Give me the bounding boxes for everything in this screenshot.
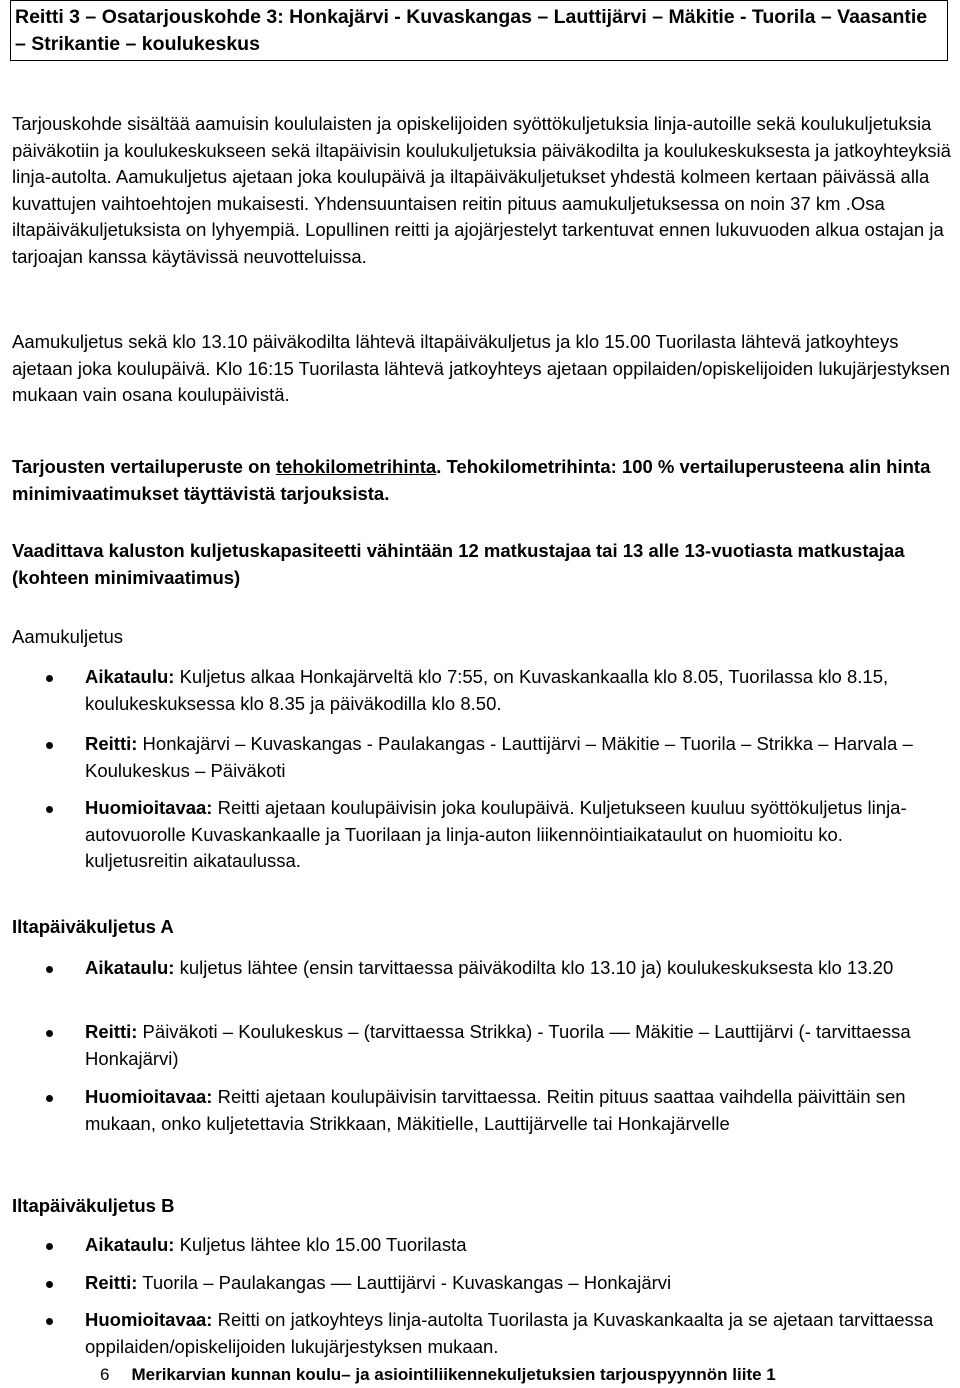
item-body: Reitti ajetaan koulupäivisin tarvittaessa. Reitin pituus saattaa vaihdella päivittäin sen mukaan, onko kuljetettavia Strikkaan, Mäkitielle, Lauttijärvelle tai Honkajärvelle [85, 1086, 906, 1134]
item-body: Päiväkoti – Koulukeskus – (tarvittaessa Strikka) - Tuorila –– Mäkitie – Lauttijärvi (- tarvittaessa Honkajärvi) [85, 1021, 911, 1069]
bullet-icon [46, 966, 53, 973]
list-item-text [85, 1084, 945, 1137]
item-body: Tuorila – Paulakangas –– Lauttijärvi - Kuvaskangas – Honkajärvi [137, 1272, 672, 1293]
bullet-icon [46, 1030, 53, 1037]
bullet-icon [46, 1243, 53, 1250]
item-body: kuljetus lähtee (ensin tarvittaessa päiväkodilta klo 13.10 ja) koulukeskuksesta klo 13.20 [174, 957, 894, 978]
list-item-text [85, 955, 945, 982]
item-label: Reitti: [85, 1272, 138, 1293]
bullet-icon [46, 1095, 53, 1102]
item-label: Aikataulu: [85, 957, 175, 978]
footer-text: Merikarvian kunnan koulu– ja asiointiliikennekuljetuksien tarjouspyynnön liite 1 [131, 1365, 776, 1384]
section-heading-aamukuljetus: Aamukuljetus [12, 626, 124, 647]
criteria-paragraph [12, 454, 952, 507]
bullet-icon [46, 675, 53, 682]
bullet-icon [46, 742, 53, 749]
item-label: Huomioitavaa: [85, 1086, 213, 1107]
list-item-text [85, 795, 945, 875]
item-label: Reitti: [85, 733, 138, 754]
item-body: Reitti on jatkoyhteys linja-autolta Tuorilasta ja Kuvaskankaalta ja se ajetaan tarvittaessa oppilaiden/opiskelijoiden lukujärjestyksen mukaan. [85, 1309, 934, 1357]
item-label: Huomioitavaa: [85, 1309, 213, 1330]
item-label: Aikataulu: [85, 666, 175, 687]
criteria-link: tehokilometrihinta [275, 456, 437, 477]
item-body: Kuljetus lähtee klo 15.00 Tuorilasta [174, 1234, 467, 1255]
section-heading-iltapaivakuljetus-b: Iltapäiväkuljetus B [12, 1195, 175, 1216]
list-item-text [85, 1270, 945, 1297]
header-box [10, 0, 948, 61]
list-item-text [85, 731, 945, 784]
item-label: Reitti: [85, 1021, 138, 1042]
page-footer [100, 1364, 960, 1386]
list-item-text [85, 1232, 945, 1259]
item-body: Honkajärvi – Kuvaskangas - Paulakangas - Lauttijärvi – Mäkitie – Tuorila – Strikka – Harvala – Koulukeskus – Päiväkoti [85, 733, 913, 781]
bullet-icon [46, 806, 53, 813]
list-item-text [85, 1307, 945, 1360]
criteria-part2: . Tehokilometrihinta: 100 % vertailuperusteena alin hinta minimivaatimukset täyttävistä tarjouksista. [12, 456, 931, 504]
bullet-icon [46, 1318, 53, 1325]
list-item-text [85, 664, 945, 717]
item-label: Huomioitavaa: [85, 797, 213, 818]
section-heading-iltapaivakuljetus-a: Iltapäiväkuljetus A [12, 916, 174, 937]
bullet-icon [46, 1281, 53, 1288]
document-title: Reitti 3 – Osatarjouskohde 3: Honkajärvi - Kuvaskangas – Lauttijärvi – Mäkitie - Tuorila – Vaasantie – Strikantie – koulukeskus [15, 6, 928, 55]
item-label: Aikataulu: [85, 1234, 175, 1255]
schedule-note-paragraph: Aamukuljetus sekä klo 13.10 päiväkodilta lähtevä iltapäiväkuljetus ja klo 15.00 Tuorilasta lähtevä jatkoyhteys ajetaan joka koulupäivä. Klo 16:15 Tuorilasta lähtevä jatkoyhteys ajetaan oppilaiden/opiskelijoiden lukujärjestyksen mukaan vain osana koulupäivistä. [12, 331, 950, 405]
page-number: 6 [100, 1365, 110, 1384]
item-body: Kuljetus alkaa Honkajärveltä klo 7:55, on Kuvaskankaalla klo 8.05, Tuorilassa klo 8.15, koulukeskuksessa klo 8.35 ja päiväkodilla klo 8.50. [85, 666, 889, 714]
list-item-text [85, 1019, 945, 1072]
capacity-paragraph: Vaadittava kaluston kuljetuskapasiteetti vähintään 12 matkustajaa tai 13 alle 13-vuotiasta matkustajaa (kohteen minimivaatimus) [12, 540, 905, 588]
item-body: Reitti ajetaan koulupäivisin joka koulupäivä. Kuljetukseen kuuluu syöttökuljetus linja-autovuorolle Kuvaskankaalle ja Tuorilaan ja linja-auton liikennöintiaikataulut on huomioitu ko. kuljetusreitin aikataulussa. [85, 797, 907, 871]
criteria-part1: Tarjousten vertailuperuste on [12, 456, 276, 477]
intro-paragraph: Tarjouskohde sisältää aamuisin koululaisten ja opiskelijoiden syöttökuljetuksia linja-autoille sekä koulukuljetuksia päiväkotiin ja koulukeskukseen sekä iltapäivisin koulukuljetuksia päiväkodilta ja koulukeskuksesta ja jatkoyhteyksiä linja-autolta. Aamukuljetus ajetaan joka koulupäivä ja iltapäiväkuljetukset yhdestä kolmeen kertaan päivässä alla kuvattujen vaihtoehtojen mukaisesti. Yhdensuuntaisen reitin pituus aamukuljetuksessa on noin 37 km .Osa iltapäiväkuljetuksista on lyhyempiä. Lopullinen reitti ja ajojärjestelyt tarkentuvat ennen lukuvuoden alkua ostajan ja tarjoajan kanssa käytävissä neuvotteluissa. [12, 113, 951, 267]
